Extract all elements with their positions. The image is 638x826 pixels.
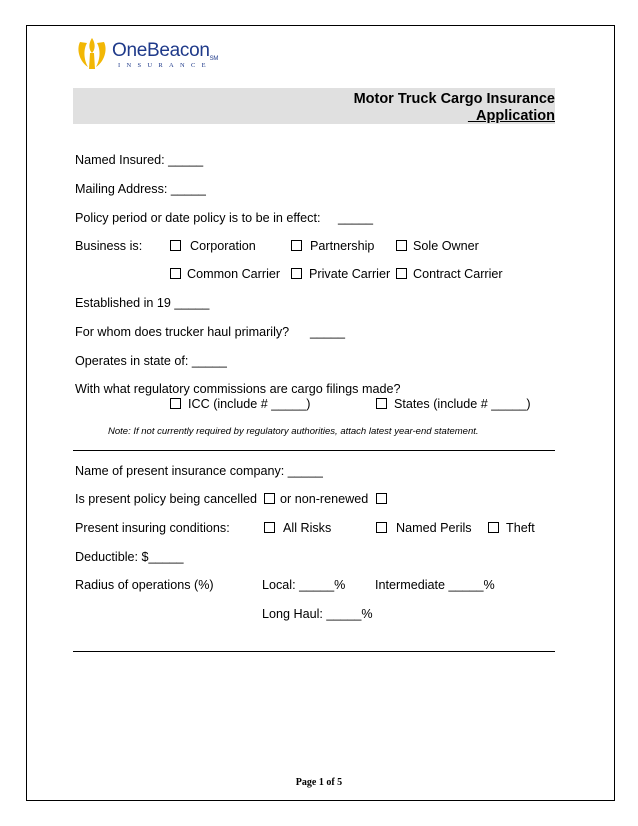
form-subtitle: _Application <box>467 108 555 124</box>
cancelled-checkbox[interactable] <box>264 493 275 504</box>
deductible-field[interactable]: Deductible: $_____ <box>75 550 184 564</box>
operates-state-field[interactable]: Operates in state of: _____ <box>75 354 227 368</box>
business-is-label: Business is: <box>75 239 143 253</box>
private-carrier-checkbox[interactable] <box>291 268 302 279</box>
named-insured-field[interactable]: Named Insured: _____ <box>75 153 204 167</box>
onebeacon-logo <box>74 36 219 70</box>
common-carrier-checkbox[interactable] <box>170 268 181 279</box>
form-title: Motor Truck Cargo Insurance <box>353 91 555 107</box>
theft-checkbox[interactable] <box>488 522 499 533</box>
states-checkbox[interactable] <box>376 398 387 409</box>
sole-owner-label: Sole Owner <box>413 239 479 253</box>
long-haul-field[interactable]: Long Haul: _____% <box>262 607 373 621</box>
regulatory-question: With what regulatory commissions are cargo filings made? <box>75 382 401 396</box>
icc-field[interactable]: ICC (include # _____) <box>188 397 311 411</box>
local-field[interactable]: Local: _____% <box>262 578 346 592</box>
for-whom-label: For whom does trucker haul primarily? <box>75 325 290 339</box>
corporation-checkbox[interactable] <box>170 240 181 251</box>
contract-carrier-label: Contract Carrier <box>413 267 503 281</box>
named-perils-checkbox[interactable] <box>376 522 387 533</box>
section-divider-bottom <box>73 651 555 652</box>
non-renewed-label: or non-renewed <box>280 492 369 506</box>
radius-label: Radius of operations (%) <box>75 578 214 592</box>
section-divider <box>73 450 555 451</box>
mailing-address-field[interactable]: Mailing Address: _____ <box>75 182 206 196</box>
partnership-label: Partnership <box>310 239 375 253</box>
note-text: Note: If not currently required by regulatory authorities, attach latest year-end statement. <box>108 426 479 437</box>
brand-name: OneBeaconSM <box>112 40 219 62</box>
established-field[interactable]: Established in 19 _____ <box>75 296 210 310</box>
all-risks-label: All Risks <box>283 521 332 535</box>
states-field[interactable]: States (include # _____) <box>394 397 531 411</box>
corporation-label: Corporation <box>190 239 256 253</box>
for-whom-field[interactable]: _____ <box>310 325 346 339</box>
policy-period-label: Policy period or date policy is to be in effect: <box>75 211 321 225</box>
non-renewed-checkbox[interactable] <box>376 493 387 504</box>
private-carrier-label: Private Carrier <box>309 267 391 281</box>
beacon-flame-icon <box>74 36 110 70</box>
intermediate-field[interactable]: Intermediate _____% <box>375 578 495 592</box>
brand-tagline: INSURANCE <box>118 62 212 69</box>
page-border <box>26 25 615 801</box>
theft-label: Theft <box>506 521 535 535</box>
partnership-checkbox[interactable] <box>291 240 302 251</box>
sole-owner-checkbox[interactable] <box>396 240 407 251</box>
cancelled-label: Is present policy being cancelled <box>75 492 258 506</box>
contract-carrier-checkbox[interactable] <box>396 268 407 279</box>
conditions-label: Present insuring conditions: <box>75 521 230 535</box>
present-company-field[interactable]: Name of present insurance company: _____ <box>75 464 323 478</box>
icc-checkbox[interactable] <box>170 398 181 409</box>
all-risks-checkbox[interactable] <box>264 522 275 533</box>
named-perils-label: Named Perils <box>396 521 472 535</box>
policy-period-field[interactable]: _____ <box>338 211 374 225</box>
page-number: Page 1 of 5 <box>295 777 343 788</box>
common-carrier-label: Common Carrier <box>187 267 281 281</box>
